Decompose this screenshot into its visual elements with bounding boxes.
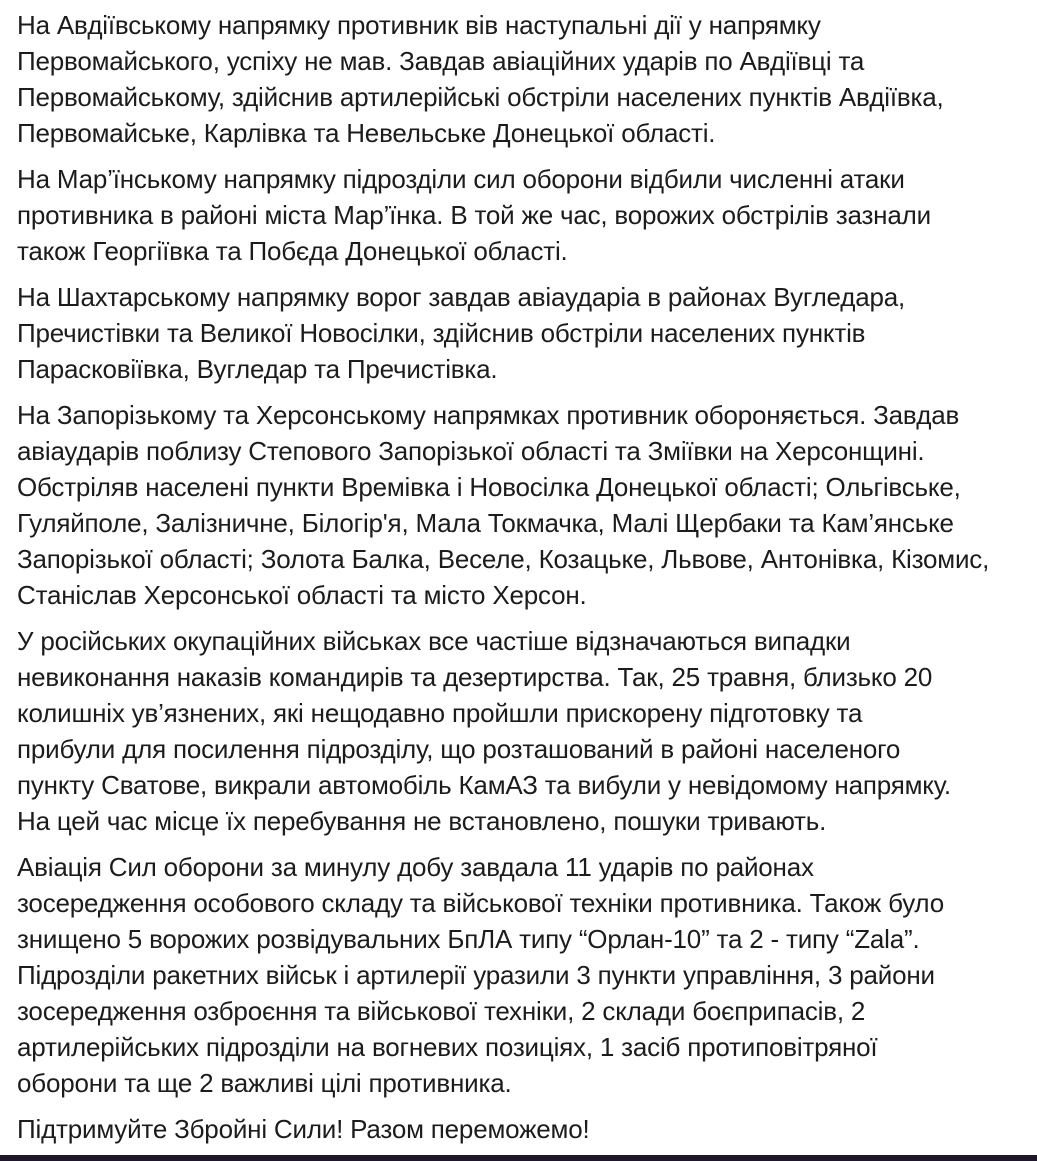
report-paragraph <box>17 849 1021 1101</box>
report-line: Первомайське, Карлівка та Невельське Донецької області. <box>17 118 716 148</box>
report-line: авіаударів поблизу Степового Запорізької області та Зміївки на Херсонщині. <box>17 436 925 466</box>
report-line: На Мар’їнському напрямку підрозділи сил оборони відбили численні атаки <box>17 164 905 194</box>
report-line: Гуляйполе, Залізничне, Білогір'я, Мала Токмачка, Малі Щербаки та Кам’янське <box>17 508 954 538</box>
report-line: противника в районі міста Мар’їнка. В той же час, ворожих обстрілів зазнали <box>17 200 931 230</box>
report-line: На Запорізькому та Херсонському напрямках противник обороняється. Завдав <box>17 400 960 430</box>
report-line: У російських окупаційних військах все частіше відзначаються випадки <box>17 626 851 656</box>
report-line: Обстріляв населені пункти Времівка і Новосілка Донецької області; Ольгівське, <box>17 472 961 502</box>
report-line: зосередження особового складу та військової техніки противника. Також було <box>17 888 944 918</box>
report-line: пункту Сватове, викрали автомобіль КамАЗ та вибули у невідомому напрямку. <box>17 770 951 800</box>
report-line: На цей час місце їх перебування не встановлено, пошуки тривають. <box>17 806 827 836</box>
report-paragraph <box>17 161 1021 269</box>
report-paragraph <box>17 279 1021 387</box>
report-line: знищено 5 ворожих розвідувальних БпЛА типу “Орлан-10” та 2 - типу “Zala”. <box>17 924 920 954</box>
report-line: прибули для посилення підрозділу, що розташований в районі населеного <box>17 734 901 764</box>
report-line: Первомайського, успіху не мав. Завдав авіаційних ударів по Авдіївці та <box>17 46 865 76</box>
report-paragraph <box>17 397 1021 613</box>
report-line: Станіслав Херсонської області та місто Херсон. <box>17 580 587 610</box>
report-line: Авіація Сил оборони за минулу добу завдала 11 ударів по районах <box>17 852 814 882</box>
report-line: Запорізької області; Золота Балка, Веселе, Козацьке, Львове, Антонівка, Кізомис, <box>17 544 990 574</box>
report-line: Підрозділи ракетних військ і артилерії уразили 3 пункти управління, 3 райони <box>17 960 935 990</box>
report-paragraph <box>17 7 1021 151</box>
report-paragraph <box>17 623 1021 839</box>
report-paragraph <box>17 1111 1021 1147</box>
report-line: колишніх ув’язнених, які нещодавно пройшли прискорену підготовку та <box>17 698 863 728</box>
report-line: оборони та ще 2 важливі цілі противника. <box>17 1068 512 1098</box>
report-line: На Авдіївському напрямку противник вів наступальні дії у напрямку <box>17 10 821 40</box>
report-line: також Георгіївка та Побєда Донецької області. <box>17 236 568 266</box>
report-line: Пречистівки та Великої Новосілки, здійснив обстріли населених пунктів <box>17 318 866 348</box>
bottom-bar <box>0 1155 1037 1161</box>
report-line: артилерійських підрозділи на вогневих позиціях, 1 засіб протиповітряної <box>17 1032 878 1062</box>
report-line: Парасковіївка, Вугледар та Пречистівка. <box>17 354 498 384</box>
report-line: На Шахтарському напрямку ворог завдав авіаударіа в районах Вугледара, <box>17 282 906 312</box>
report-line: зосередження озброєння та військової техніки, 2 склади боєприпасів, 2 <box>17 996 866 1026</box>
report-line: Первомайському, здійснив артилерійські обстріли населених пунктів Авдіївка, <box>17 82 944 112</box>
report-line: невиконання наказів командирів та дезертирства. Так, 25 травня, близько 20 <box>17 662 933 692</box>
report-line: Підтримуйте Збройні Сили! Разом переможемо! <box>17 1114 590 1144</box>
